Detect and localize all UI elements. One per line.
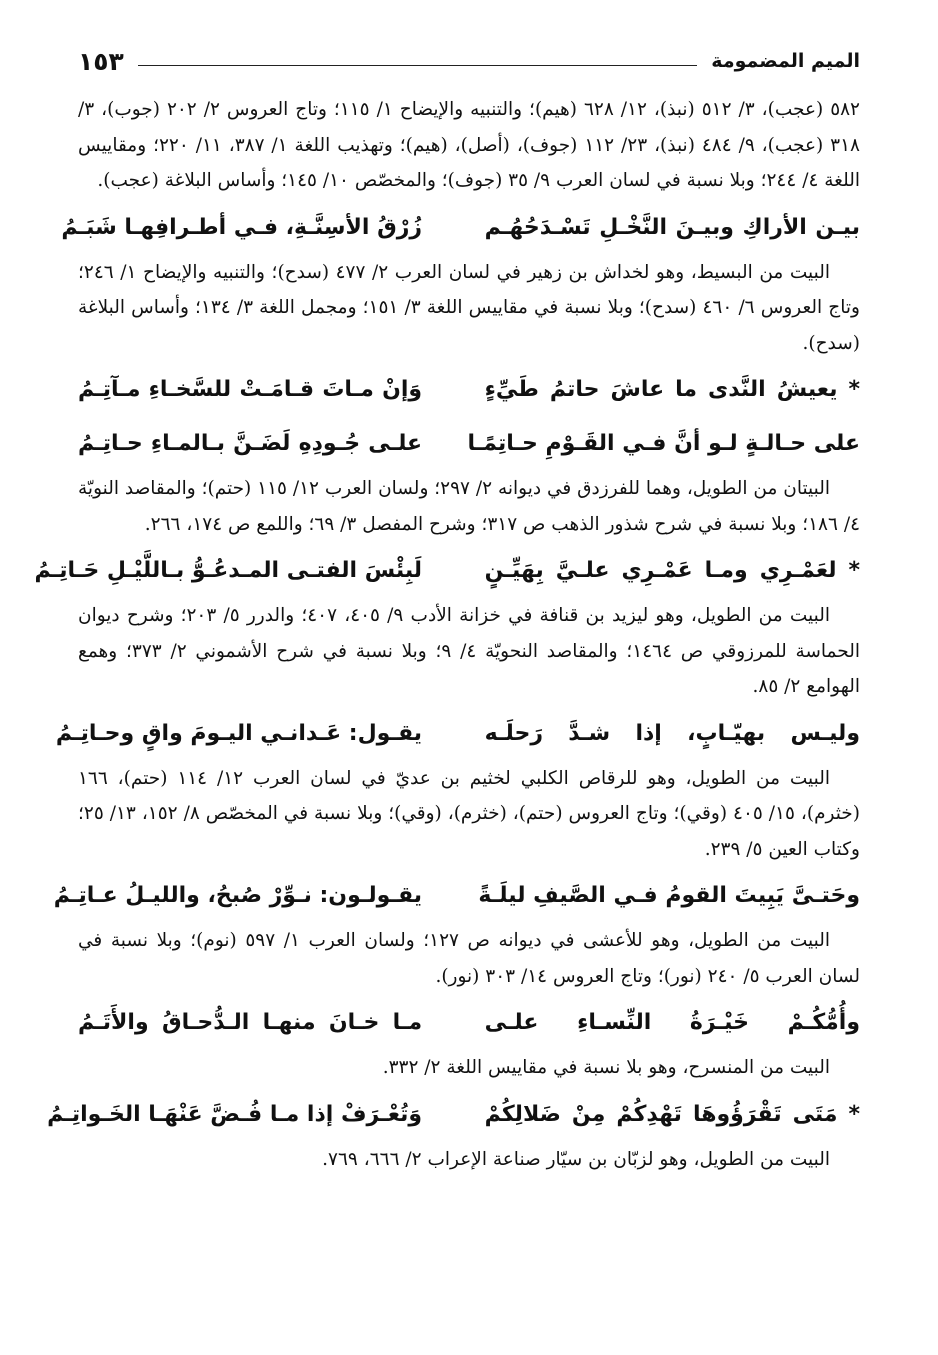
verse-line xyxy=(55,707,860,761)
entry xyxy=(47,1088,860,1178)
citation-paragraph: البيت من المنسرح، وهو بلا نسبة في مقاييس اللغة ٢/ ٣٣٢. xyxy=(382,1057,830,1078)
page-number: ١٥٣ xyxy=(78,46,124,76)
verse-line xyxy=(78,417,860,471)
verse-second-hemistich: مـا خـانَ منهـا الـدُّحـاقُ والأَتَـمُ xyxy=(78,1010,423,1035)
verse-first-hemistich: بيـن الأراكِ وبيـنَ النَّخْـلِ تَسْـدَحُهُـم xyxy=(484,214,860,240)
running-title: الميم المضمومة xyxy=(711,50,860,72)
verse-first-hemistich: وليـس بهيّـابٍ، إذا شـدَّ رَحلَـه xyxy=(484,720,860,746)
verse-second-hemistich: يقـول: عَـدانـي اليـومَ واقٍ وحـاتِـمُ xyxy=(55,720,423,746)
verse-line xyxy=(34,544,860,598)
citation-paragraph: البيت من الطويل، وهو لزبّان بن سيّار صناعة الإعراب ٢/ ٦٦٦، ٧٦٩. xyxy=(322,1148,830,1170)
verse-second-hemistich: يقـولـون: نـوِّرْ صُبحُ، والليـلُ عـاتِـمُ xyxy=(53,883,423,908)
entry xyxy=(78,363,860,542)
verse-line xyxy=(47,1088,860,1142)
entry xyxy=(55,707,860,868)
entry xyxy=(78,92,860,199)
entry xyxy=(53,869,860,994)
citation-paragraph: البيت من الطويل، وهو للأعشى في ديوانه ص ١٢٧؛ ولسان العرب ١/ ٥٩٧ (نوم)؛ وبلا نسبة في لسان العرب ٥/ ٢٤٠ (نور)؛ وتاج العروس ١٤/ ٣٠٣ (نور). xyxy=(78,930,860,987)
verse-line xyxy=(61,201,860,255)
header-rule xyxy=(138,65,698,66)
citation-paragraph: البيتان من الطويل، وهما للفرزدق في ديوانه ٢/ ٢٩٧؛ ولسان العرب ١٢/ ١١٥ (حتم)؛ والمقاصد النويّة ٤/ ١٨٦؛ وبلا نسبة في شرح شذور الذهب ص ٣١٧؛ وشرح المفصل ٣/ ٦٩؛ واللمع ص ١٧٤، ٢٦٦. xyxy=(78,478,860,535)
citation-paragraph: ٥٨٢ (عجب)، ٣/ ٥١٢ (نبذ)، ١٢/ ٦٢٨ (هيم)؛ والتنبيه والإيضاح ١/ ١١٥؛ وتاج العروس ٢/ ٢٠٢ (جوب)، ٣/ ٣١٨ (عجب)، ٩/ ٤٨٤ (نبذ)، ٢٣/ ١١٢ (جوف)، (أصل)، (هيم)؛ وتهذيب اللغة ١/ ٣٨٧، ١١/ ٢٢٠؛ ومقاييس اللغة ٤/ ٢٤٤؛ وبلا نسبة في لسان العرب ٩/ ٣٥ (جوف)؛ والمخصّص ١٠/ ١٤٥؛ وأساس البلاغة (عجب). xyxy=(78,99,860,191)
verse-second-hemistich: لَبِئْسَ الفتـى المـدعُـوُّ بـاللَّيْـلِ حَـاتِـمُ xyxy=(34,558,423,583)
verse-second-hemistich: وَتُعْـرَفْ إذا مـا فُـضَّ عَنْهَـا الخَـواتِـمُ xyxy=(47,1101,423,1127)
entry xyxy=(78,996,860,1086)
verse-second-hemistich: علـى جُـودِهِ لَضَـنَّ بـالمـاءِ حـاتِـمُ xyxy=(78,431,423,456)
verse-first-hemistich: على حـالـةٍ لـو أنَّ فـي القَـوْمِ حـاتِمًـا xyxy=(467,431,860,456)
page xyxy=(34,40,860,1330)
entry xyxy=(61,201,860,362)
verse-first-hemistich: * لعَمْـرِي ومـا عَمْـرِي علـيَّ بِهَيِّـنٍ xyxy=(484,558,860,583)
verse-second-hemistich: وَإنْ مـاتَ قـامَـتْ للسَّخـاءِ مـآتِـمُ xyxy=(78,377,423,402)
verse-second-hemistich: زُرْقُ الأسِنَّـةِ، فـي أطـرافِهـا شَبَـمُ xyxy=(61,214,423,240)
verse-line xyxy=(53,869,860,923)
citation-paragraph: البيت من البسيط، وهو لخداش بن زهير في لسان العرب ٢/ ٤٧٧ (سدح)؛ والتنبيه والإيضاح ١/ ٢٤٦؛ وتاج العروس ٦/ ٤٦٠ (سدح)؛ وبلا نسبة في مقاييس اللغة ٣/ ١٥١؛ ومجمل اللغة ٣/ ١٣٤؛ وأساس البلاغة (سدح). xyxy=(78,261,860,354)
verse-first-hemistich: وأُمُّكُـمْ خَيْـرَةُ النِّسـاءِ علـى xyxy=(484,1010,860,1035)
entry xyxy=(34,544,860,705)
verse-line xyxy=(78,363,860,417)
verse-line xyxy=(78,996,860,1050)
page-content xyxy=(34,92,860,1177)
page-header xyxy=(78,40,860,82)
verse-first-hemistich: وحَتـىَّ يَبِيتَ القومُ فـي الصَّيفِ ليلَـةً xyxy=(478,883,860,908)
citation-paragraph: البيت من الطويل، وهو ليزيد بن قنافة في خزانة الأدب ٩/ ٤٠٥، ٤٠٧؛ والدرر ٥/ ٢٠٣؛ وشرح ديوان الحماسة للمرزوقي ص ١٤٦٤؛ والمقاصد النحويّة ٤/ ٩؛ وبلا نسبة في شرح الأشموني ٢/ ٣٧٣؛ وهمع الهوامع ٢/ ٨٥. xyxy=(78,605,860,697)
citation-paragraph: البيت من الطويل، وهو للرقاص الكلبي لخثيم بن عديّ في لسان العرب ١٢/ ١١٤ (حتم)، ١٦٦ (خثرم)، ١٥/ ٤٠٥ (وقي)؛ وتاج العروس (حتم)، (خثرم)، (وقي)؛ وبلا نسبة في المخصّص ٨/ ١٥٢، ١٣/ ٢٥؛ وكتاب العين ٥/ ٢٣٩. xyxy=(78,767,860,860)
verse-first-hemistich: * مَتَى تَقْرَؤُوهَا تَهْدِكُمْ مِنْ ضَلالِكُمْ xyxy=(484,1101,860,1127)
verse-first-hemistich: * يعيشُ النَّدى ما عاشَ حاتمُ طَيِّءٍ xyxy=(484,377,860,402)
